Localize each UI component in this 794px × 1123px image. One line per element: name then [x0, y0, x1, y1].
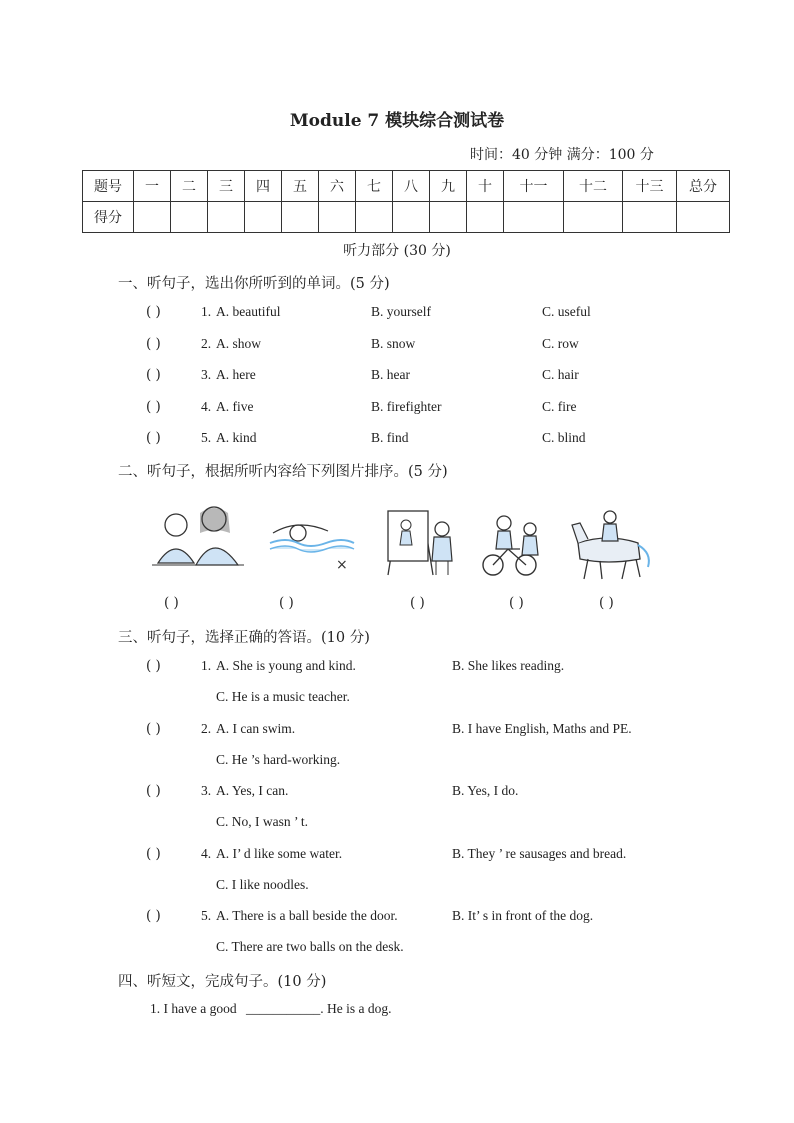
picture-answer-paren[interactable]: ( )	[410, 595, 425, 611]
score-cell[interactable]	[134, 202, 171, 233]
option-a: A. I’ d like some water.	[216, 845, 343, 861]
picture-answer-paren[interactable]: ( )	[599, 595, 614, 611]
option-c: C. blind	[542, 430, 586, 445]
question-number: 3.	[201, 367, 212, 382]
question-number: 3.	[201, 783, 212, 798]
option-b: B. They ’ re sausages and bread.	[452, 845, 627, 861]
answer-paren[interactable]: ( )	[146, 720, 161, 737]
picture-answer-paren[interactable]: ( )	[279, 595, 294, 611]
question-number: 5.	[201, 908, 212, 923]
option-a: A. She is young and kind.	[216, 658, 356, 673]
picture-boy-swimming	[270, 525, 354, 573]
picture-boy-drawing	[388, 511, 452, 575]
answer-paren[interactable]: ( )	[146, 398, 161, 415]
option-b: B. I have English, Maths and PE.	[452, 720, 632, 736]
option-a: A. Yes, I can.	[216, 783, 289, 798]
section2-heading: 二、听句子，根据所听内容给下列图片排序。(5 分)	[118, 464, 448, 480]
option-b: B. She likes reading.	[452, 658, 565, 673]
score-cell[interactable]	[208, 202, 245, 233]
score-header-cell: 四	[245, 171, 282, 202]
option-c: C. No, I wasn ’ t.	[216, 814, 308, 829]
score-cell[interactable]	[430, 202, 467, 233]
picture-answer-paren[interactable]: ( )	[164, 595, 179, 611]
s4-item-1-before: 1. I have a good	[150, 1001, 237, 1016]
score-cell[interactable]	[677, 202, 730, 233]
s4-item-1-blank[interactable]: ___________	[245, 1001, 321, 1016]
answer-paren[interactable]: ( )	[146, 845, 161, 862]
score-cell[interactable]	[467, 202, 504, 233]
score-header-cell: 题号	[83, 171, 134, 202]
score-header-row	[83, 171, 730, 202]
option-c: C. row	[542, 335, 579, 351]
option-b: B. hear	[371, 367, 410, 382]
score-cell[interactable]	[393, 202, 430, 233]
option-c: C. There are two balls on the desk.	[216, 939, 404, 954]
question-number: 2.	[201, 335, 212, 351]
question-number: 1.	[201, 304, 212, 319]
score-cell[interactable]	[319, 202, 356, 233]
option-b: B. yourself	[371, 304, 431, 319]
score-header-cell: 一	[134, 171, 171, 202]
question-number: 4.	[201, 845, 212, 861]
section1-heading: 一、听句子，选出你所听到的单词。(5 分)	[118, 276, 390, 292]
answer-paren[interactable]: ( )	[146, 367, 161, 383]
question-number: 2.	[201, 720, 212, 736]
listening-title: 听力部分 (30 分)	[343, 243, 451, 259]
score-row-label: 得分	[83, 202, 134, 233]
answer-paren[interactable]: ( )	[146, 304, 161, 320]
option-c: C. He is a music teacher.	[216, 689, 350, 704]
option-a: A. show	[216, 335, 262, 351]
s4-item-1-after: . He is a dog.	[320, 1001, 392, 1016]
option-a: A. I can swim.	[216, 720, 296, 736]
picture-two-people-talking	[152, 507, 244, 565]
score-cell[interactable]	[504, 202, 564, 233]
option-c: C. hair	[542, 367, 579, 382]
option-c: C. He ’s hard-working.	[216, 751, 341, 767]
option-c: C. useful	[542, 304, 591, 319]
score-header-cell: 三	[208, 171, 245, 202]
picture-child-horse	[572, 511, 649, 579]
score-header-cell: 十	[467, 171, 504, 202]
score-header-cell: 十二	[564, 171, 623, 202]
question-number: 1.	[201, 658, 212, 673]
option-a: A. five	[216, 398, 254, 414]
answer-paren[interactable]: ( )	[146, 335, 161, 352]
option-b: B. Yes, I do.	[452, 783, 519, 798]
picture-children-bicycle	[483, 516, 538, 575]
option-a: A. kind	[216, 430, 257, 445]
section4-heading: 四、听短文，完成句子。(10 分)	[118, 974, 327, 990]
answer-paren[interactable]: ( )	[146, 658, 161, 674]
score-cell[interactable]	[564, 202, 623, 233]
score-cell[interactable]	[282, 202, 319, 233]
score-header-cell: 九	[430, 171, 467, 202]
score-cell[interactable]	[171, 202, 208, 233]
score-header-cell: 总分	[677, 171, 730, 202]
question-number: 4.	[201, 398, 212, 414]
score-header-cell: 七	[356, 171, 393, 202]
score-header-cell: 二	[171, 171, 208, 202]
page-title: Module 7 模块综合测试卷	[289, 111, 505, 131]
score-cell[interactable]	[356, 202, 393, 233]
score-cell[interactable]	[623, 202, 677, 233]
option-a: A. beautiful	[216, 304, 281, 319]
answer-paren[interactable]: ( )	[146, 783, 161, 799]
section3-heading: 三、听句子，选择正确的答语。(10 分)	[118, 630, 370, 646]
score-table	[82, 170, 730, 233]
score-header-cell: 五	[282, 171, 319, 202]
cross-mark: ×	[336, 557, 348, 573]
score-header-cell: 十一	[504, 171, 564, 202]
answer-paren[interactable]: ( )	[146, 430, 161, 446]
option-b: B. It’ s in front of the dog.	[452, 908, 594, 923]
score-header-cell: 八	[393, 171, 430, 202]
question-number: 5.	[201, 430, 212, 445]
option-b: B. snow	[371, 335, 416, 351]
picture-strip	[148, 503, 668, 585]
time-info: 时间：40 分钟 满分：100 分	[470, 147, 654, 163]
score-cell[interactable]	[245, 202, 282, 233]
option-c: C. fire	[542, 398, 577, 414]
option-c: C. I like noodles.	[216, 876, 309, 892]
answer-paren[interactable]: ( )	[146, 908, 161, 924]
score-value-row	[83, 202, 730, 233]
option-a: A. here	[216, 367, 256, 382]
option-b: B. firefighter	[371, 398, 442, 414]
score-header-cell: 十三	[623, 171, 677, 202]
picture-answer-paren[interactable]: ( )	[509, 595, 524, 611]
s4-item-1	[150, 1001, 391, 1017]
option-b: B. find	[371, 430, 409, 445]
option-a: A. There is a ball beside the door.	[216, 908, 398, 923]
score-header-cell: 六	[319, 171, 356, 202]
